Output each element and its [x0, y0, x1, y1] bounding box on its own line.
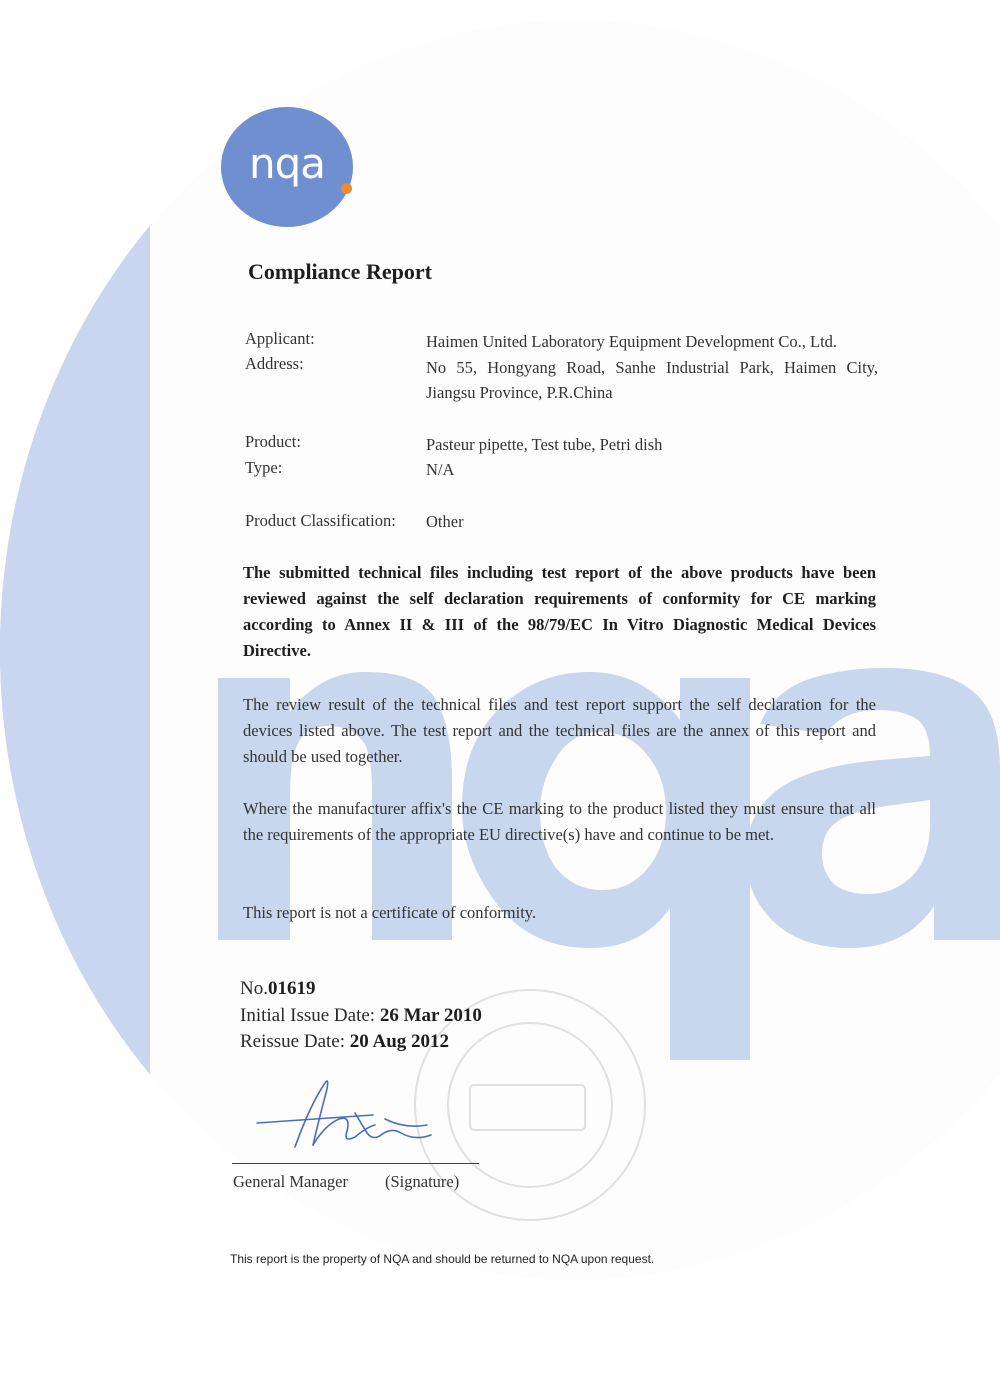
page-title: Compliance Report: [248, 259, 432, 284]
reissue-label: Reissue Date:: [240, 1031, 350, 1052]
manufacturer-paragraph: Where the manufacturer affix's the CE marking to the product listed they must ensure that all the requirements of the appropriate EU directive(s) have and continue to be met.: [243, 799, 876, 844]
disclaimer-paragraph: This report is not a certificate of conformity.: [243, 903, 537, 922]
initial-issue-value: 26 Mar 2010: [379, 1005, 482, 1026]
applicant-label: Applicant:: [245, 329, 315, 348]
address-line-1: No 55, Hongyang Road, Sanhe Industrial Park, Haimen City,: [426, 358, 878, 377]
address-line-2: Jiangsu Province, P.R.China: [426, 383, 613, 402]
logo-text: nqa: [248, 139, 326, 188]
review-paragraph: The review result of the technical files and test report support the self declaration for the devices listed above. The test report and the technical files are the annex of this report and should be used together.: [243, 695, 876, 766]
type-value: N/A: [426, 460, 455, 479]
classification-value: Other: [426, 512, 464, 531]
initial-issue-date: [240, 1005, 482, 1027]
footer-note: This report is the property of NQA and should be returned to NQA upon request.: [230, 1252, 655, 1266]
report-number-value: 01619: [267, 978, 316, 999]
classification-label: Product Classification:: [245, 511, 396, 530]
product-value: Pasteur pipette, Test tube, Petri dish: [426, 435, 663, 454]
initial-issue-label: Initial Issue Date:: [240, 1005, 380, 1026]
report-number: [240, 978, 315, 1000]
product-label: Product:: [245, 432, 301, 451]
handwritten-signature: [255, 1075, 445, 1155]
signature-line: [232, 1163, 479, 1164]
report-number-label: No.: [240, 978, 268, 999]
reissue-value: 20 Aug 2012: [349, 1031, 450, 1052]
type-label: Type:: [245, 458, 283, 477]
applicant-value: Haimen United Laboratory Equipment Development Co., Ltd.: [426, 332, 838, 351]
signature-caption: (Signature): [385, 1172, 460, 1191]
reissue-date: [240, 1031, 449, 1053]
statement-paragraph: The submitted technical files including test report of the above products have been reviewed against the self declaration requirements of conformity for CE marking according to Annex II & III of the 98/79/EC In Vitro Diagnostic Medical Devices Directive.: [243, 563, 876, 660]
address-label: Address:: [245, 354, 304, 373]
general-manager-label: General Manager: [233, 1172, 348, 1191]
